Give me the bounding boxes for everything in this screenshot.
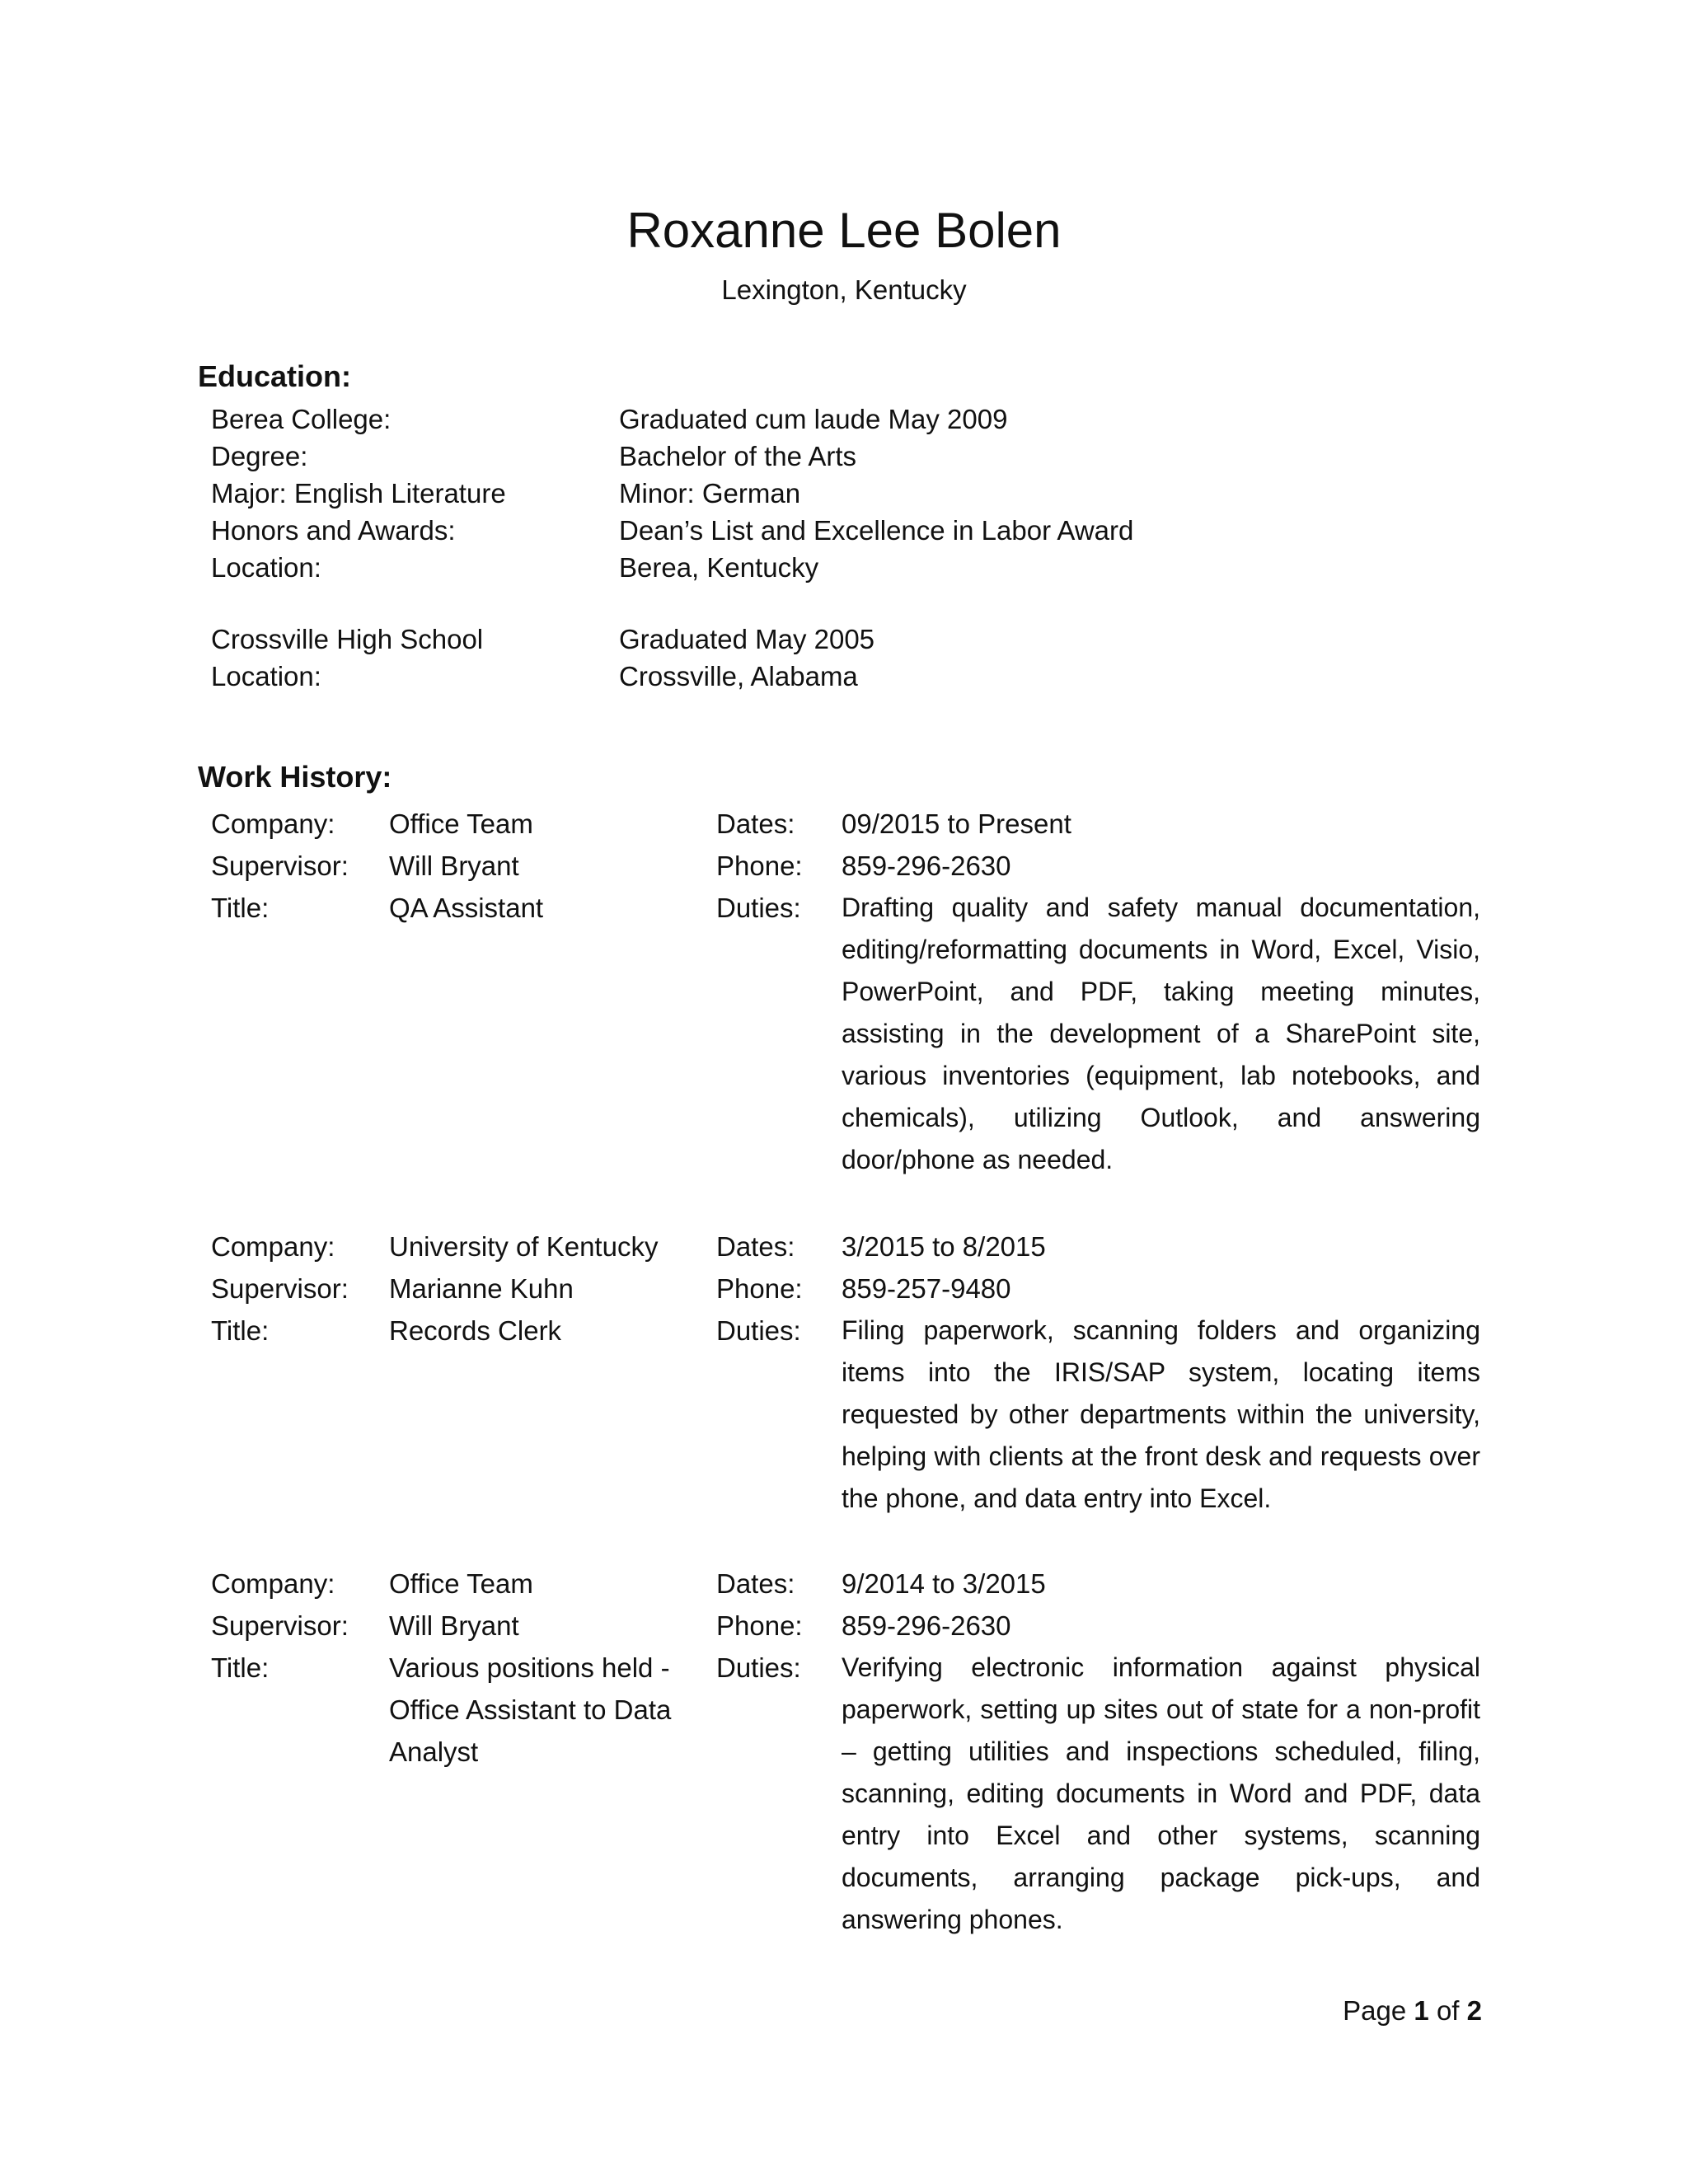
- education-value: Graduated cum laude May 2009: [619, 404, 1008, 434]
- applicant-location: Lexington, Kentucky: [721, 274, 967, 305]
- dates-label: Dates:: [716, 808, 795, 839]
- supervisor-label: Supervisor:: [211, 851, 349, 881]
- education-value: Bachelor of the Arts: [619, 441, 856, 471]
- dates-value: 09/2015 to Present: [842, 808, 1071, 839]
- education-value: Crossville, Alabama: [619, 661, 858, 691]
- page-label: Page: [1343, 1995, 1407, 2026]
- dates-value: 3/2015 to 8/2015: [842, 1231, 1046, 1262]
- education-label: Location:: [211, 552, 321, 583]
- company-value: Office Team: [389, 808, 533, 839]
- education-row: [211, 438, 1447, 475]
- dates-value: 9/2014 to 3/2015: [842, 1568, 1046, 1599]
- title-label: Title:: [211, 893, 270, 923]
- phone-label: Phone:: [716, 851, 803, 881]
- title-label: Title:: [211, 1315, 270, 1346]
- education-row: [211, 475, 1447, 512]
- education-label: Major: English Literature: [211, 478, 506, 509]
- education-label: Degree:: [211, 441, 308, 471]
- company-label: Company:: [211, 1231, 335, 1262]
- applicant-name: Roxanne Lee Bolen: [626, 203, 1062, 258]
- title-value: Records Clerk: [389, 1315, 562, 1346]
- company-label: Company:: [211, 808, 335, 839]
- duties-text: Drafting quality and safety manual documentation, editing/reformatting documents in Word, Excel, Visio, PowerPoint, and PDF, taking meeting minutes, assisting in the development of a SharePoint site, various inventories (equipment, lab notebooks, and chemicals), utilizing Outlook, and answering door/phone as needed.: [842, 893, 1480, 1174]
- page-current: 1: [1414, 1995, 1429, 2026]
- phone-value: 859-296-2630: [842, 1610, 1011, 1641]
- of-label: of: [1436, 1995, 1460, 2026]
- education-row: [211, 549, 1447, 586]
- work-history-heading: Work History:: [198, 760, 392, 794]
- duties-label: Duties:: [716, 1652, 801, 1683]
- phone-value: 859-257-9480: [842, 1273, 1011, 1304]
- page-number: [1343, 1993, 1482, 2029]
- education-row: [211, 658, 1447, 695]
- education-row: [211, 621, 1447, 658]
- title-value: Various positions held - Office Assistant to Data Analyst: [389, 1652, 672, 1767]
- duties-text: Verifying electronic information against physical paperwork, setting up sites out of state for a non-profit – getting utilities and inspections scheduled, filing, scanning, editing documents in Word and PDF, data entry into Excel and other systems, scanning documents, arranging package pick-ups, and answering phones.: [842, 1652, 1480, 1934]
- education-row: [211, 512, 1447, 549]
- education-label: Berea College:: [211, 404, 392, 434]
- phone-value: 859-296-2630: [842, 851, 1011, 881]
- title-label: Title:: [211, 1652, 270, 1683]
- dates-label: Dates:: [716, 1231, 795, 1262]
- company-value: University of Kentucky: [389, 1231, 659, 1262]
- education-label: Honors and Awards:: [211, 515, 456, 546]
- supervisor-value: Will Bryant: [389, 851, 519, 881]
- page-total: 2: [1466, 1995, 1482, 2026]
- education-heading: Education:: [198, 359, 351, 393]
- education-value: Dean’s List and Excellence in Labor Award: [619, 515, 1134, 546]
- dates-label: Dates:: [716, 1568, 795, 1599]
- company-label: Company:: [211, 1568, 335, 1599]
- supervisor-label: Supervisor:: [211, 1610, 349, 1641]
- supervisor-value: Marianne Kuhn: [389, 1273, 574, 1304]
- education-row: [211, 401, 1447, 438]
- title-value: QA Assistant: [389, 893, 544, 923]
- phone-label: Phone:: [716, 1610, 803, 1641]
- education-label: Crossville High School: [211, 624, 484, 654]
- education-label: Location:: [211, 661, 321, 691]
- supervisor-label: Supervisor:: [211, 1273, 349, 1304]
- education-value: Berea, Kentucky: [619, 552, 819, 583]
- company-value: Office Team: [389, 1568, 533, 1599]
- phone-label: Phone:: [716, 1273, 803, 1304]
- education-value: Minor: German: [619, 478, 801, 509]
- supervisor-value: Will Bryant: [389, 1610, 519, 1641]
- duties-text: Filing paperwork, scanning folders and organizing items into the IRIS/SAP system, locating items requested by other departments within the university, helping with clients at the front desk and requests over the phone, and data entry into Excel.: [842, 1315, 1480, 1513]
- duties-label: Duties:: [716, 893, 801, 923]
- duties-label: Duties:: [716, 1315, 801, 1346]
- education-value: Graduated May 2005: [619, 624, 875, 654]
